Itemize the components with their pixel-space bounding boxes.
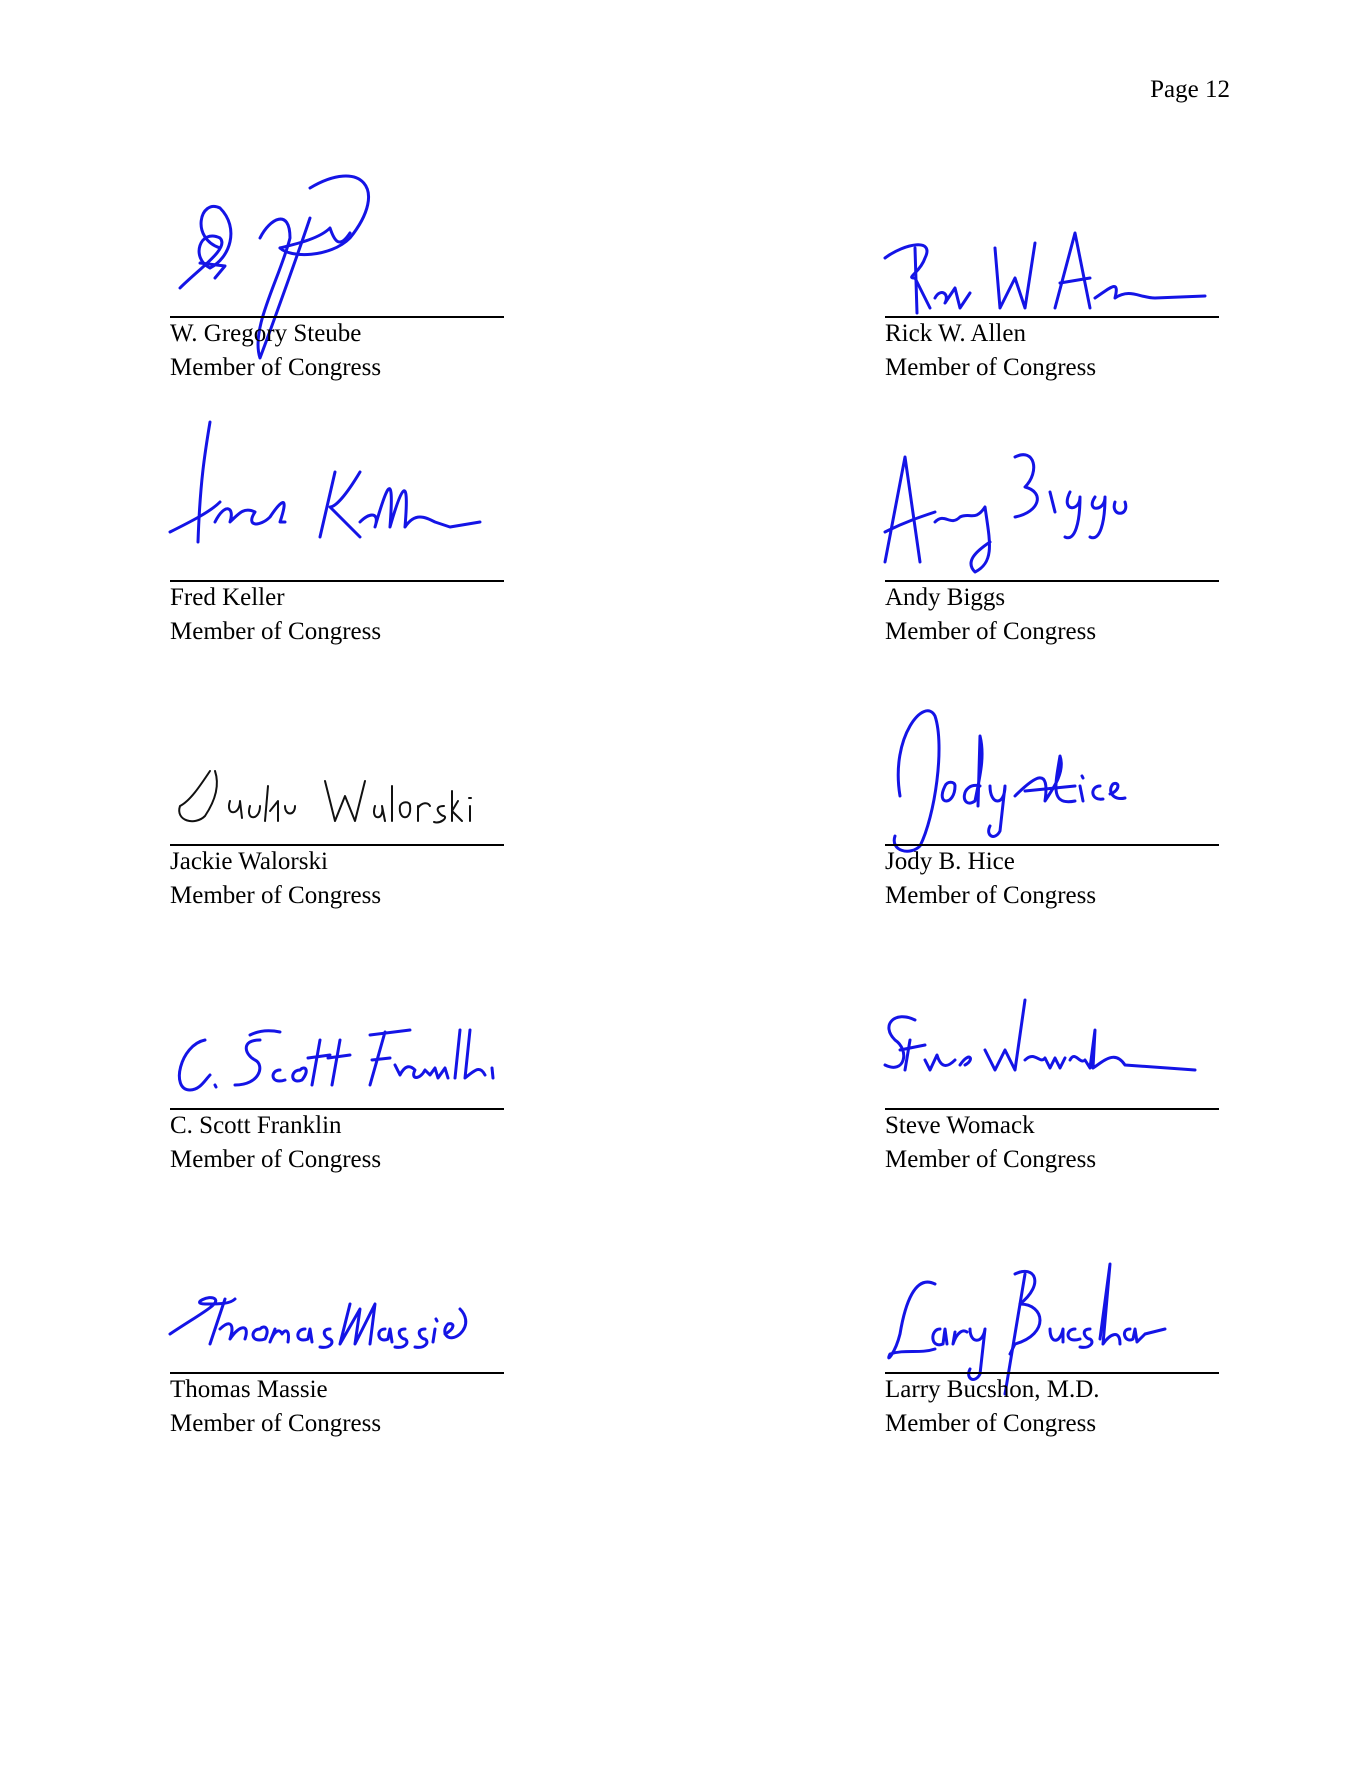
signature-block-biggs (885, 412, 1225, 645)
signature-block-bucshon (885, 1204, 1225, 1437)
signatory-name: Fred Keller (170, 584, 285, 611)
signatory-name: Larry Bucshon, M.D. (885, 1376, 1100, 1403)
walorski-signature-image (160, 676, 520, 866)
signature-block-massie (170, 1204, 510, 1437)
signatory-title: Member of Congress (885, 618, 1097, 645)
signatory-title: Member of Congress (170, 1410, 382, 1437)
signatory-name: Jody B. Hice (885, 848, 1015, 875)
signature-block-womack (885, 940, 1225, 1173)
signatory-title: Member of Congress (885, 882, 1097, 909)
womack-signature-image (875, 940, 1235, 1130)
keller-signature-image (160, 412, 520, 602)
biggs-signature-image (875, 412, 1235, 602)
signature-block-hice (885, 676, 1225, 909)
signatory-title: Member of Congress (885, 354, 1097, 381)
signature-line (170, 316, 504, 318)
signature-block-franklin (170, 940, 510, 1173)
signatory-title: Member of Congress (170, 1146, 382, 1173)
signatory-name: Steve Womack (885, 1112, 1035, 1139)
allen-signature-image (875, 148, 1235, 338)
signature-line (170, 1108, 504, 1110)
signature-block-allen (885, 148, 1225, 381)
steube-signature-image (160, 148, 520, 338)
bucshon-signature-image (875, 1204, 1235, 1394)
signatory-title: Member of Congress (170, 618, 382, 645)
signature-line (885, 1372, 1219, 1374)
signatory-name: C. Scott Franklin (170, 1112, 342, 1139)
signatory-name: Jackie Walorski (170, 848, 328, 875)
signature-line (170, 1372, 504, 1374)
signatory-name: W. Gregory Steube (170, 320, 362, 347)
signatory-title: Member of Congress (885, 1146, 1097, 1173)
signatory-title: Member of Congress (885, 1410, 1097, 1437)
signatory-title: Member of Congress (170, 354, 382, 381)
franklin-signature-image (160, 940, 520, 1130)
signature-line (885, 580, 1219, 582)
signatory-name: Andy Biggs (885, 584, 1006, 611)
massie-signature-image (160, 1204, 520, 1394)
signatory-name: Rick W. Allen (885, 320, 1026, 347)
signature-block-keller (170, 412, 510, 645)
signatory-title: Member of Congress (170, 882, 382, 909)
signature-block-walorski (170, 676, 510, 909)
signature-line (885, 844, 1219, 846)
signature-line (885, 316, 1219, 318)
hice-signature-image (875, 676, 1235, 866)
signatory-name: Thomas Massie (170, 1376, 328, 1403)
signature-block-steube (170, 148, 510, 381)
page-number: Page 12 (1150, 76, 1230, 103)
signature-line (170, 844, 504, 846)
signature-line (170, 580, 504, 582)
signature-line (885, 1108, 1219, 1110)
